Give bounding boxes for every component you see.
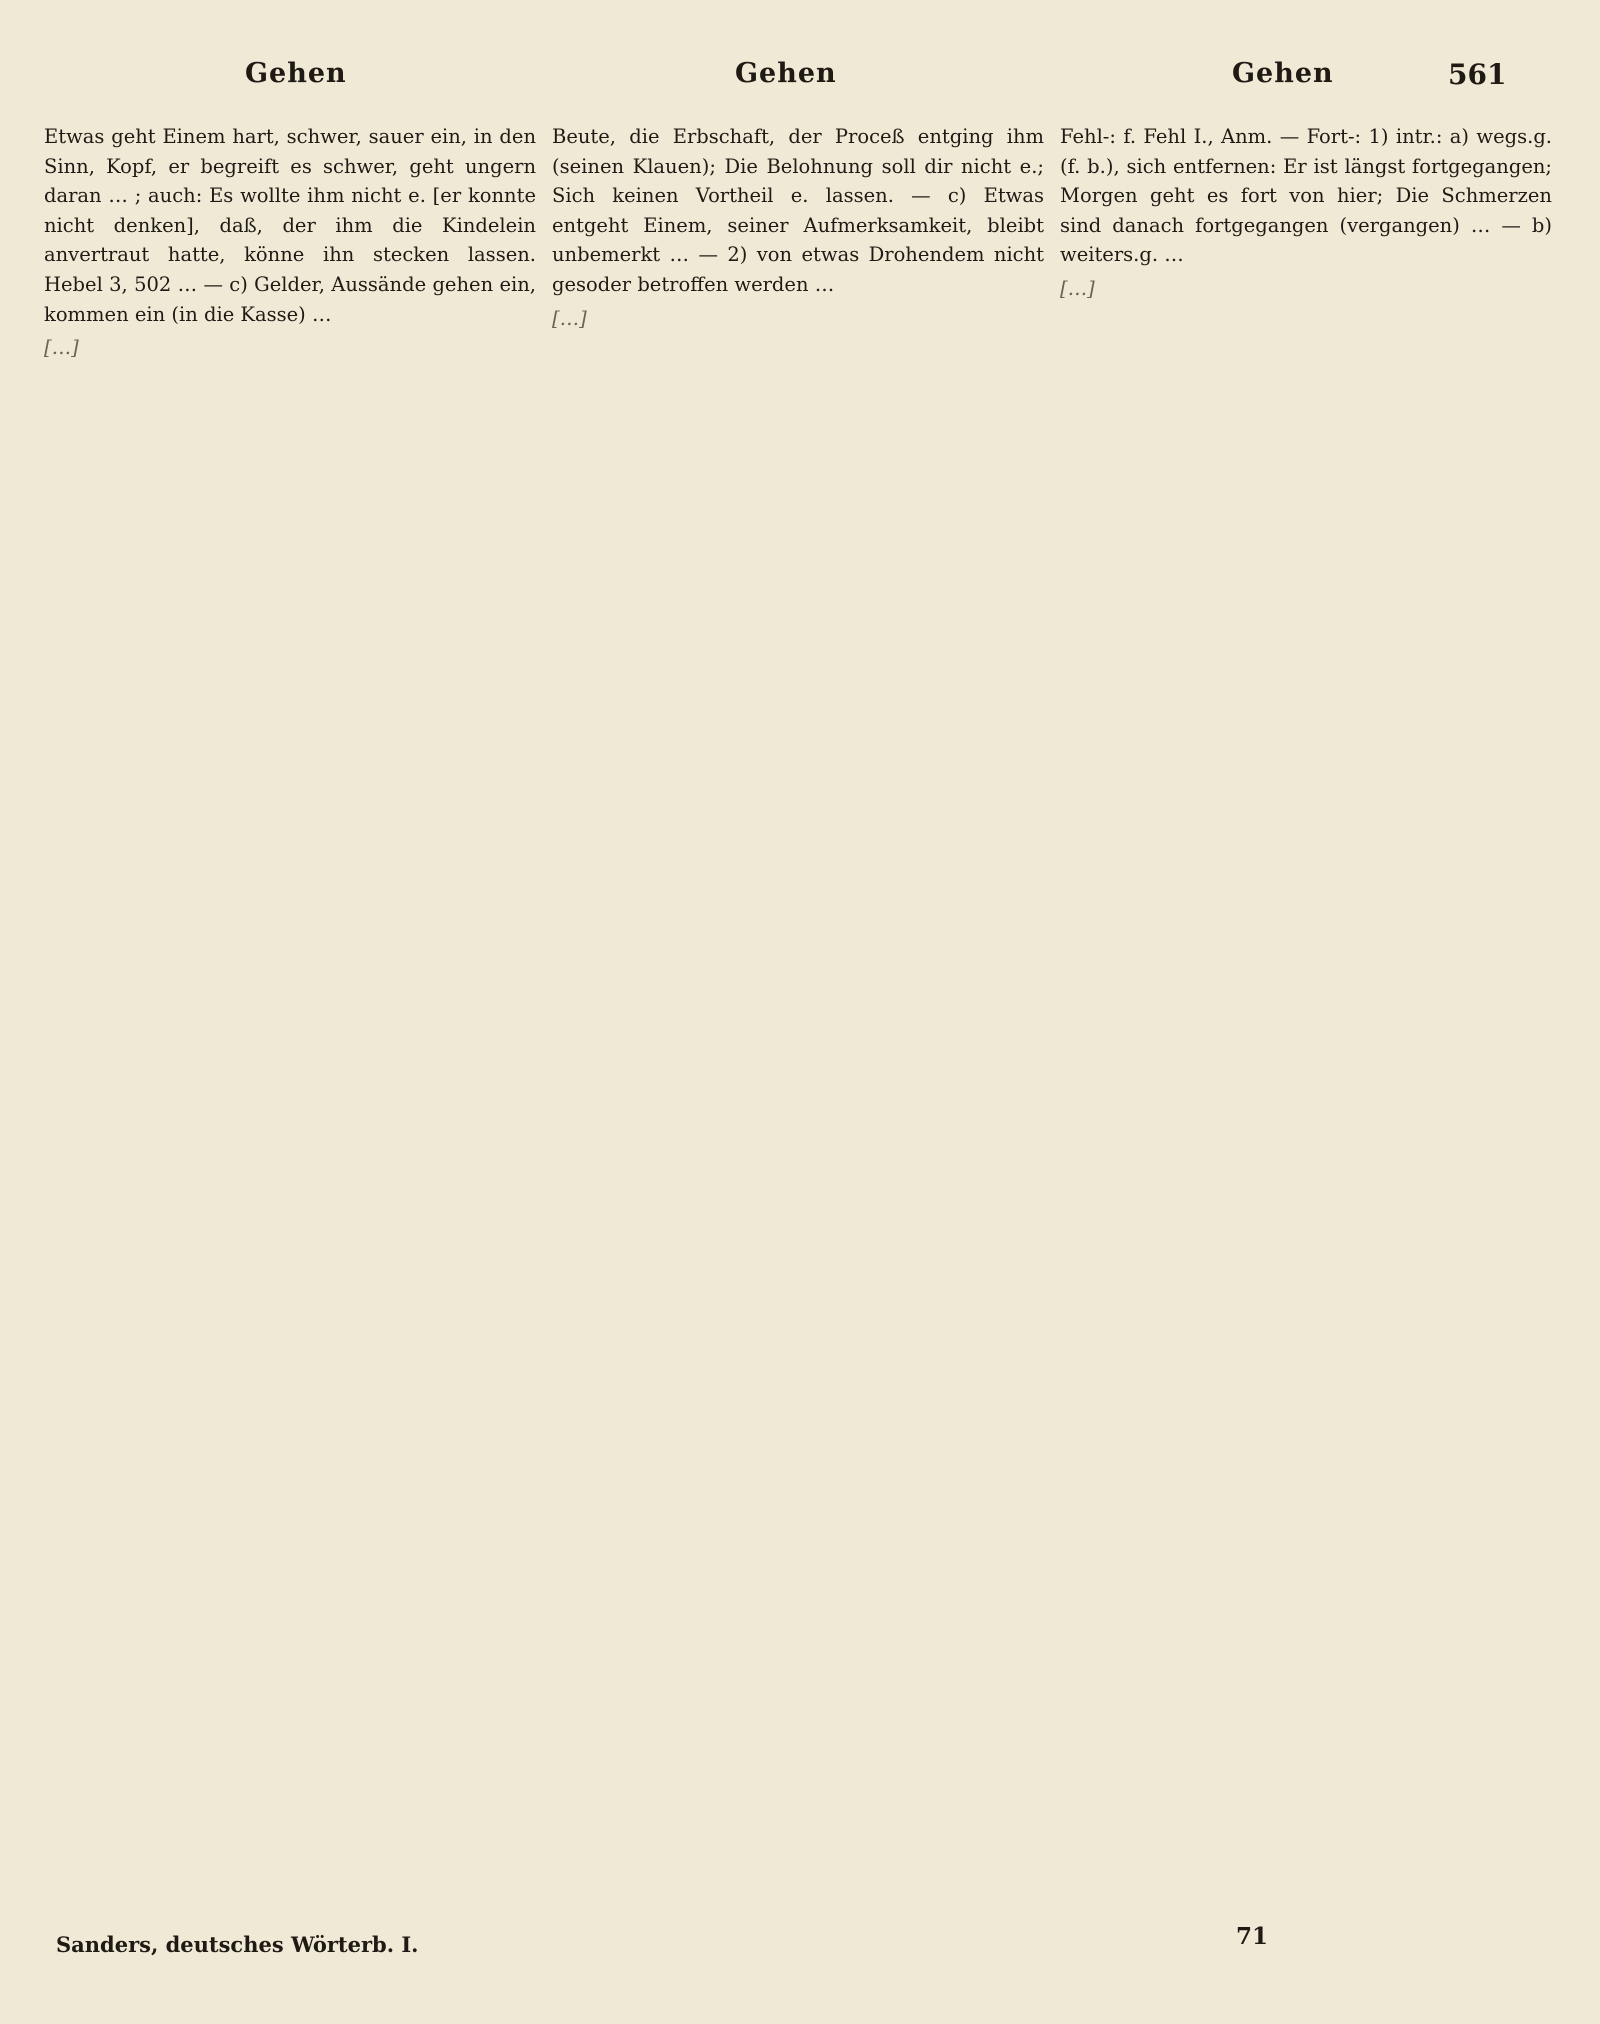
column-left-omission: […] bbox=[44, 336, 79, 360]
page-number: 561 bbox=[1448, 58, 1507, 91]
running-head-right: Gehen bbox=[1232, 58, 1334, 89]
column-middle-omission: […] bbox=[552, 306, 587, 330]
column-middle bbox=[552, 122, 1044, 1902]
source-footer: Sanders, deutsches Wörterb. I. bbox=[56, 1932, 419, 1957]
column-right-omission: […] bbox=[1060, 276, 1095, 300]
column-middle-paragraph: Beute, die Erbschaft, der Proceß entging ihm (seinen Klauen); Die Belohnung soll dir nicht e.; Sich keinen Vortheil e. lassen. — c) Etwas entgeht Einem, seiner Aufmerksamkeit, bleibt unbemerkt … — 2) von etwas Drohendem nicht gesoder betroffen werden … bbox=[552, 125, 1044, 296]
running-head-middle: Gehen bbox=[735, 58, 837, 89]
running-head-left: Gehen bbox=[245, 58, 347, 89]
sheet-signature: 71 bbox=[1236, 1923, 1269, 1950]
column-left bbox=[44, 122, 536, 1902]
column-left-paragraph: Etwas geht Einem hart, schwer, sauer ein, in den Sinn, Kopf, er begreift es schwer, geht ungern daran … ; auch: Es wollte ihm nicht e. [er konnte nicht denken], daß, der ihm die Kindelein anvertraut hatte, könne ihn stecken lassen. Hebel 3, 502 … — c) Gelder, Aussände gehen ein, kommen ein (in die Kasse) … bbox=[44, 125, 536, 326]
column-right bbox=[1060, 122, 1552, 1902]
column-right-paragraph: Fehl-: f. Fehl I., Anm. — Fort-: 1) intr.: a) wegs.g. (f. b.), sich entfernen: Er ist längst fortgegangen; Morgen geht es fort von hier; Die Schmerzen sind danach fortgegangen (vergangen) … — b) weiters.g. … bbox=[1060, 125, 1552, 267]
